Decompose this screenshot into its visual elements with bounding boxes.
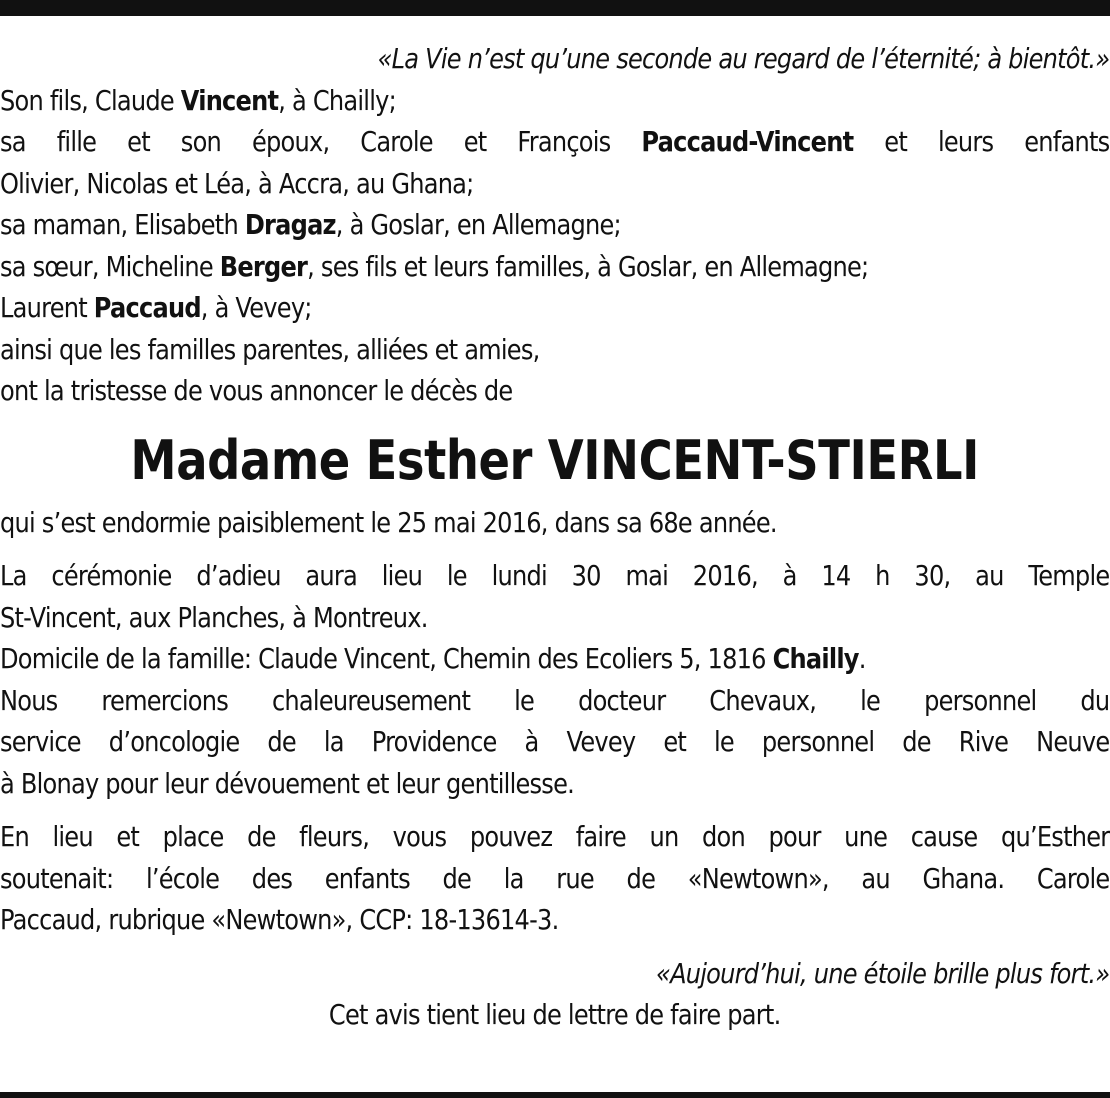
passing-line: qui s’est endormie paisiblement le 25 mai 2016, dans sa 68e année. (0, 505, 777, 539)
family-line (0, 204, 1109, 246)
thanks-line: à Blonay pour leur dévouement et leur gentillesse. (0, 766, 575, 800)
final-note: Cet avis tient lieu de lettre de faire part. (328, 998, 781, 1031)
family-surname: Berger (219, 249, 308, 283)
family-text: ainsi que les familles parentes, alliées et amies, (0, 332, 540, 366)
domicile-town: Chailly (772, 642, 859, 675)
family-surname: Paccaud (93, 291, 201, 324)
family-text: Son fils, Claude (0, 83, 181, 117)
family-text: sa sœur, Micheline (0, 249, 220, 283)
deceased-name: Madame Esther VINCENT-STIERLI (130, 428, 979, 492)
ceremony-line: St-Vincent, aux Planches, à Montreux. (0, 600, 428, 634)
top-rule (0, 0, 1110, 16)
family-text: et leurs enfants (853, 125, 1110, 158)
family-line (0, 121, 1109, 163)
domicile-text: . (858, 642, 866, 675)
bottom-rule (0, 1092, 1110, 1098)
family-surname: Dragaz (244, 208, 336, 241)
family-list (0, 80, 1109, 412)
family-line (0, 163, 1109, 205)
family-text: sa fille et son époux, Carole et François (0, 125, 642, 158)
family-line (0, 246, 1109, 288)
family-line (0, 329, 1109, 371)
ceremony-line: La cérémonie d’adieu aura lieu le lundi 30 mai 2016, à 14 h 30, au Temple (0, 559, 1110, 592)
closing-quote: «Aujourd’hui, une étoile brille plus fort.» (655, 956, 1110, 990)
family-surname: Vincent (180, 83, 279, 117)
family-text: sa maman, Elisabeth (0, 208, 245, 241)
death-notice (0, 38, 1109, 1036)
family-text: , à Goslar, en Allemagne; (335, 208, 621, 241)
thanks-line: Nous remercions chaleureusement le docteur Chevaux, le personnel du (0, 683, 1110, 717)
donation-line: En lieu et place de fleurs, vous pouvez faire un don pour une cause qu’Esther (0, 820, 1110, 853)
domicile-text: Domicile de la famille: Claude Vincent, Chemin des Ecoliers 5, 1816 (0, 642, 773, 675)
family-text: Laurent (0, 291, 94, 324)
family-text: Olivier, Nicolas et Léa, à Accra, au Ghana; (0, 166, 474, 200)
ceremony-paragraph (0, 555, 1109, 638)
family-text: , ses fils et leurs familles, à Goslar, en Allemagne; (307, 249, 869, 283)
family-text: ont la tristesse de vous annoncer le décès de (0, 374, 513, 407)
donation-line: soutenait: l’école des enfants de la rue de «Newtown», au Ghana. Carole (0, 861, 1110, 895)
family-line (0, 370, 1109, 412)
family-line (0, 287, 1109, 329)
donation-line: Paccaud, rubrique «Newtown», CCP: 18-13614-3. (0, 903, 559, 936)
donation-paragraph (0, 816, 1109, 941)
opening-quote: «La Vie n’est qu’une seconde au regard de l’éternité; à bientôt.» (377, 42, 1110, 75)
domicile-line (0, 638, 1109, 680)
family-line (0, 80, 1109, 122)
family-text: , à Vevey; (200, 291, 312, 324)
family-text: , à Chailly; (278, 83, 396, 117)
thanks-line: service d’oncologie de la Providence à Vevey et le personnel de Rive Neuve (0, 725, 1110, 758)
thanks-paragraph (0, 680, 1109, 805)
family-surname: Paccaud-Vincent (641, 125, 854, 158)
